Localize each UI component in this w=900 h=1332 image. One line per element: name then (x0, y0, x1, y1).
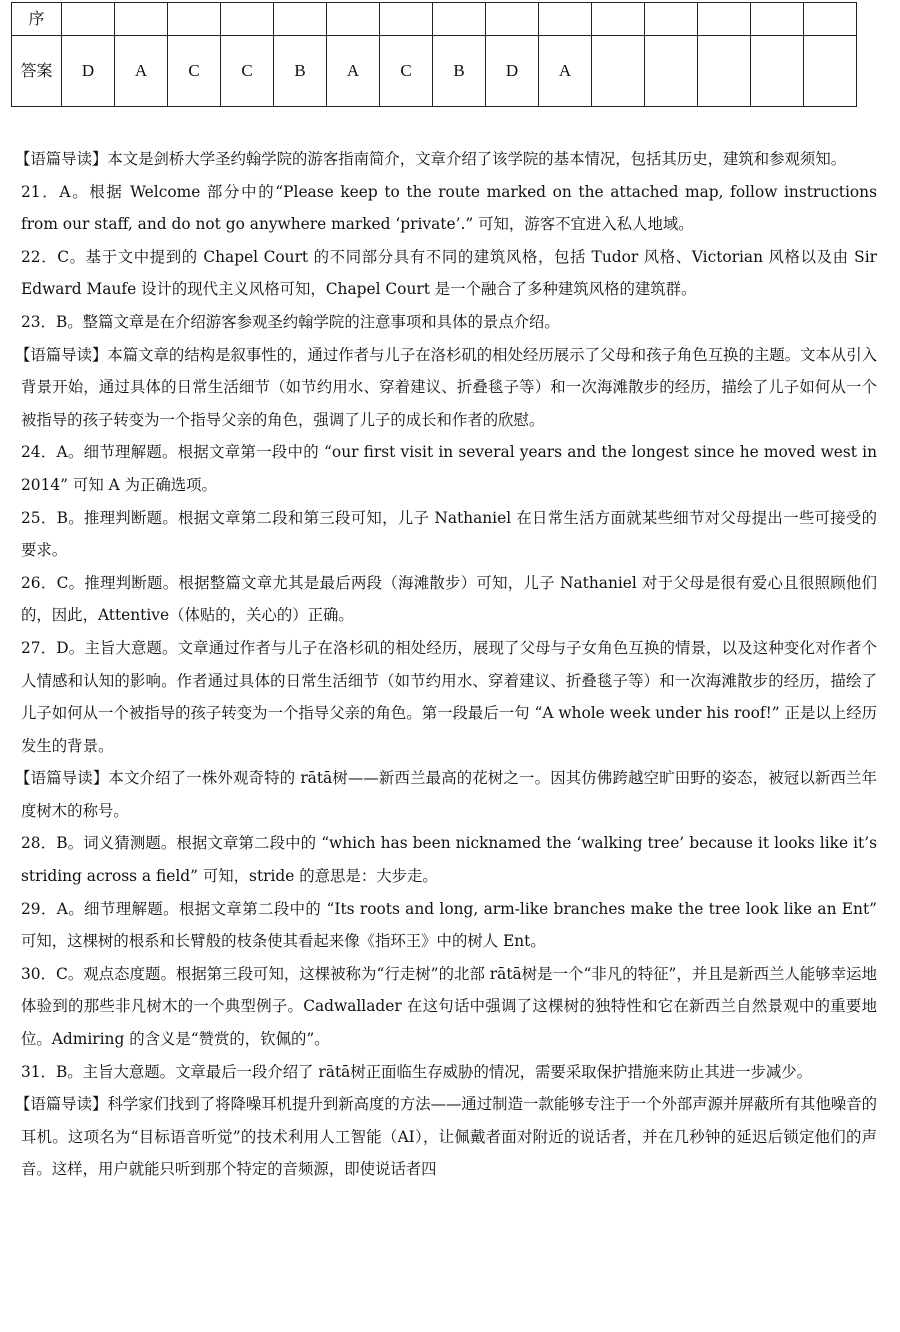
answer-explanation: 24．A。细节理解题。根据文章第一段中的 “our first visit in several years and the longest since he moved west in 2014” 可知 A 为正确选项。 (21, 443, 877, 494)
answer-cell: A (115, 36, 168, 107)
sequence-cell (539, 3, 592, 36)
sequence-cell (698, 3, 751, 36)
answer-cell: C (168, 36, 221, 107)
answer-explanation: 27．D。主旨大意题。文章通过作者与儿子在洛杉矶的相处经历，展现了父母与子女角色互换的情景，以及这种变化对作者个人情感和认知的影响。作者通过具体的日常生活细节（如节约用水、穿着建议、折叠毯子等）和一次海滩散步的经历，描绘了儿子如何从一个被指导的孩子转变为一个指导父亲的角色。第一段最后一句 “A whole week under his roof!” 正是以上经历发生的背景。 (21, 638, 877, 755)
answer-cell: D (62, 36, 115, 107)
answer-cell (751, 36, 804, 107)
sequence-cell (751, 3, 804, 36)
answer-row (12, 36, 857, 107)
passage-intro: 【语篇导读】本文是剑桥大学圣约翰学院的游客指南简介，文章介绍了该学院的基本情况，包括其历史，建筑和参观须知。 (15, 150, 847, 168)
answer-cell: B (433, 36, 486, 107)
answer-explanation: 31．B。主旨大意题。文章最后一段介绍了 rātā树正面临生存威胁的情况，需要采取保护措施来防止其进一步减少。 (21, 1062, 813, 1081)
sequence-cell (115, 3, 168, 36)
sequence-cell (221, 3, 274, 36)
answer-cell: D (486, 36, 539, 107)
answer-explanations (15, 143, 877, 1186)
sequence-cell (592, 3, 645, 36)
sequence-cell (274, 3, 327, 36)
answer-header: 答案 (12, 36, 62, 107)
answer-cell (698, 36, 751, 107)
answer-explanation: 30．C。观点态度题。根据第三段可知，这棵被称为“行走树”的北部 rātā树是一个“非凡的特征”，并且是新西兰人能够幸运地体验到的那些非凡树木的一个典型例子。Cadwallader 在这句话中强调了这棵树的独特性和它在新西兰自然景观中的重要地位。Admiring 的含义是“赞赏的，钦佩的”。 (21, 964, 877, 1049)
answer-cell (592, 36, 645, 107)
answer-explanation: 22．C。基于文中提到的 Chapel Court 的不同部分具有不同的建筑风格，包括 Tudor 风格、Victorian 风格以及由 Sir Edward Maufe 设计的现代主义风格可知，Chapel Court 是一个融合了多种建筑风格的建筑群。 (21, 247, 877, 299)
answer-table (11, 2, 857, 107)
sequence-cell (433, 3, 486, 36)
answer-explanation: 21．A。根据 Welcome 部分中的“Please keep to the route marked on the attached map, follow instructions from our staff, and do not go anywhere marked ‘private’.” 可知，游客不宜进入私人地域。 (21, 182, 877, 234)
sequence-cell (486, 3, 539, 36)
answer-explanation: 23．B。整篇文章是在介绍游客参观圣约翰学院的注意事项和具体的景点介绍。 (21, 312, 560, 331)
sequence-row (12, 3, 857, 36)
sequence-cell (804, 3, 857, 36)
sequence-cell (168, 3, 221, 36)
sequence-cell (327, 3, 380, 36)
answer-cell (804, 36, 857, 107)
passage-intro: 【语篇导读】本文介绍了一株外观奇特的 rātā树——新西兰最高的花树之一。因其仿佛跨越空旷田野的姿态，被冠以新西兰年度树木的称号。 (15, 769, 877, 820)
passage-intro: 【语篇导读】科学家们找到了将降噪耳机提升到新高度的方法——通过制造一款能够专注于一个外部声源并屏蔽所有其他噪音的耳机。这项名为“目标语音听觉”的技术利用人工智能（AI），让佩戴者面对附近的说话者，并在几秒钟的延迟后锁定他们的声音。这样，用户就能只听到那个特定的音频源，即使说话者四 (15, 1095, 877, 1179)
answer-explanation: 26．C。推理判断题。根据整篇文章尤其是最后两段（海滩散步）可知，儿子 Nathaniel 对于父母是很有爱心且很照顾他们的，因此，Attentive（体贴的，关心的）正确。 (21, 573, 877, 625)
sequence-cell (645, 3, 698, 36)
answer-explanation: 25．B。推理判断题。根据文章第二段和第三段可知，儿子 Nathaniel 在日常生活方面就某些细节对父母提出一些可接受的要求。 (21, 508, 877, 560)
answer-cell: C (380, 36, 433, 107)
answer-cell: C (221, 36, 274, 107)
answer-explanation: 28．B。词义猜测题。根据文章第二段中的 “which has been nicknamed the ‘walking tree’ because it looks like it’s striding across a field” 可知，stride 的意思是：大步走。 (21, 834, 877, 886)
sequence-header: 序 (12, 3, 62, 36)
answer-cell: A (327, 36, 380, 107)
sequence-cell (380, 3, 433, 36)
answer-cell: A (539, 36, 592, 107)
passage-intro: 【语篇导读】本篇文章的结构是叙事性的，通过作者与儿子在洛杉矶的相处经历展示了父母和孩子角色互换的主题。文本从引入背景开始，通过具体的日常生活细节（如节约用水、穿着建议、折叠毯子等）和一次海滩散步的经历，描绘了儿子如何从一个被指导的孩子转变为一个指导父亲的角色，强调了儿子的成长和作者的欣慰。 (15, 345, 877, 429)
answer-cell (645, 36, 698, 107)
sequence-cell (62, 3, 115, 36)
answer-cell: B (274, 36, 327, 107)
answer-explanation: 29．A。细节理解题。根据文章第二段中的 “Its roots and long, arm-like branches make the tree look like an Ent” 可知，这棵树的根系和长臂般的枝条使其看起来像《指环王》中的树人 Ent。 (21, 899, 877, 951)
